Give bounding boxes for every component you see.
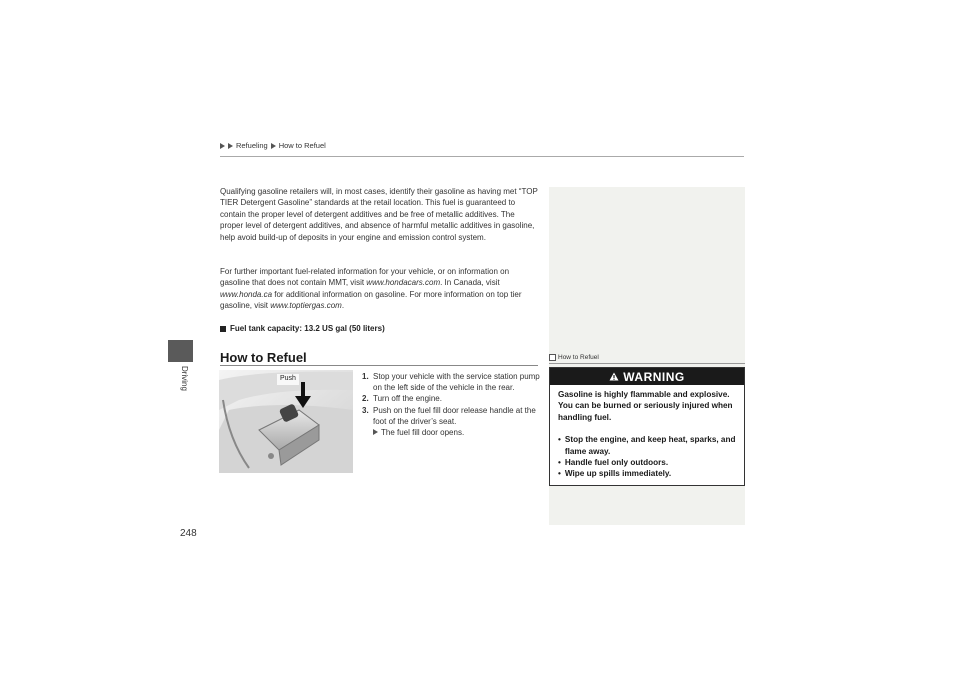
step-number: 3. xyxy=(362,405,369,415)
breadcrumb xyxy=(220,141,326,150)
step-item xyxy=(362,371,540,393)
step-number: 2. xyxy=(362,394,369,404)
breadcrumb-arrow-icon xyxy=(271,143,276,149)
breadcrumb-arrow-icon xyxy=(220,143,225,149)
chapter-tab-label: Driving xyxy=(180,366,189,391)
step-result xyxy=(362,427,540,438)
breadcrumb-arrow-icon xyxy=(228,143,233,149)
note-header xyxy=(549,354,599,361)
step-item xyxy=(362,405,540,427)
fuel-capacity-heading xyxy=(220,324,385,333)
bullet-dot-icon: • xyxy=(558,469,561,479)
warning-triangle-icon xyxy=(609,372,619,381)
bullet-dot-icon: • xyxy=(558,435,561,445)
note-icon xyxy=(549,354,556,361)
fuel-door-release-illustration xyxy=(219,370,353,473)
bullet-text: Wipe up spills immediately. xyxy=(564,469,672,479)
steps-list xyxy=(362,371,540,438)
note-divider xyxy=(549,363,745,364)
text: . xyxy=(341,301,345,311)
warning-body xyxy=(558,389,740,480)
chapter-tab xyxy=(168,340,193,362)
intro-paragraph-2 xyxy=(220,266,540,312)
warning-label: WARNING xyxy=(623,369,685,384)
warning-bullet xyxy=(558,457,740,468)
warning-bullet xyxy=(558,434,740,457)
step-text: Push on the fuel fill door release handle at the foot of the driver’s seat. xyxy=(373,405,536,426)
header-divider xyxy=(220,156,744,157)
step-item xyxy=(362,393,540,404)
fuel-door-release-drawing xyxy=(219,370,353,473)
step-text: Turn off the engine. xyxy=(373,394,442,404)
breadcrumb-item[interactable]: How to Refuel xyxy=(278,141,326,150)
result-text: The fuel fill door opens. xyxy=(381,428,465,438)
square-bullet-icon xyxy=(220,326,226,332)
link-hondacars[interactable]: www.hondacars.com xyxy=(366,278,441,288)
link-honda-ca[interactable]: www.honda.ca xyxy=(220,289,273,299)
warning-bullet xyxy=(558,468,740,479)
warning-text: Gasoline is highly flammable and explosive. You can be burned or seriously injured when handling fuel. xyxy=(558,390,733,422)
section-divider xyxy=(220,365,538,366)
fuel-capacity-text: Fuel tank capacity: 13.2 US gal (50 liters) xyxy=(230,324,385,333)
text: For further important fuel-related information for your vehicle, or on information on gasoline that does not contain MMT, visit xyxy=(220,267,510,288)
warning-box xyxy=(549,367,745,486)
breadcrumb-item[interactable]: Refueling xyxy=(236,141,268,150)
text: for additional information on gasoline. For more information on top tier gasoline, visit xyxy=(220,289,522,311)
warning-header xyxy=(550,368,744,385)
push-label: Push xyxy=(280,375,296,382)
intro-paragraph-1: Qualifying gasoline retailers will, in most cases, identify their gasoline as having met “TOP TIER Detergent Gasoline” standards at the retail location. This fuel is guaranteed to contain the proper level of detergent additives and be free of metallic additives. The proper level of detergent additives, and absence of harmful metallic additives in gasoline, help avoid build-up of deposits in your engine and emission control system. xyxy=(220,187,538,242)
bullet-dot-icon: • xyxy=(558,458,561,468)
note-title: How to Refuel xyxy=(558,354,599,361)
page-number: 248 xyxy=(180,528,197,539)
step-text: Stop your vehicle with the service station pump on the left side of the vehicle in the rear. xyxy=(373,372,540,393)
bullet-text: Handle fuel only outdoors. xyxy=(564,458,669,468)
step-number: 1. xyxy=(362,372,369,381)
result-arrow-icon xyxy=(373,429,378,435)
bullet-text: Stop the engine, and keep heat, sparks, and flame away. xyxy=(564,435,736,456)
section-title: How to Refuel xyxy=(220,350,307,365)
text: . In Canada, visit xyxy=(440,278,500,288)
link-toptiergas[interactable]: www.toptiergas.com xyxy=(270,301,342,311)
